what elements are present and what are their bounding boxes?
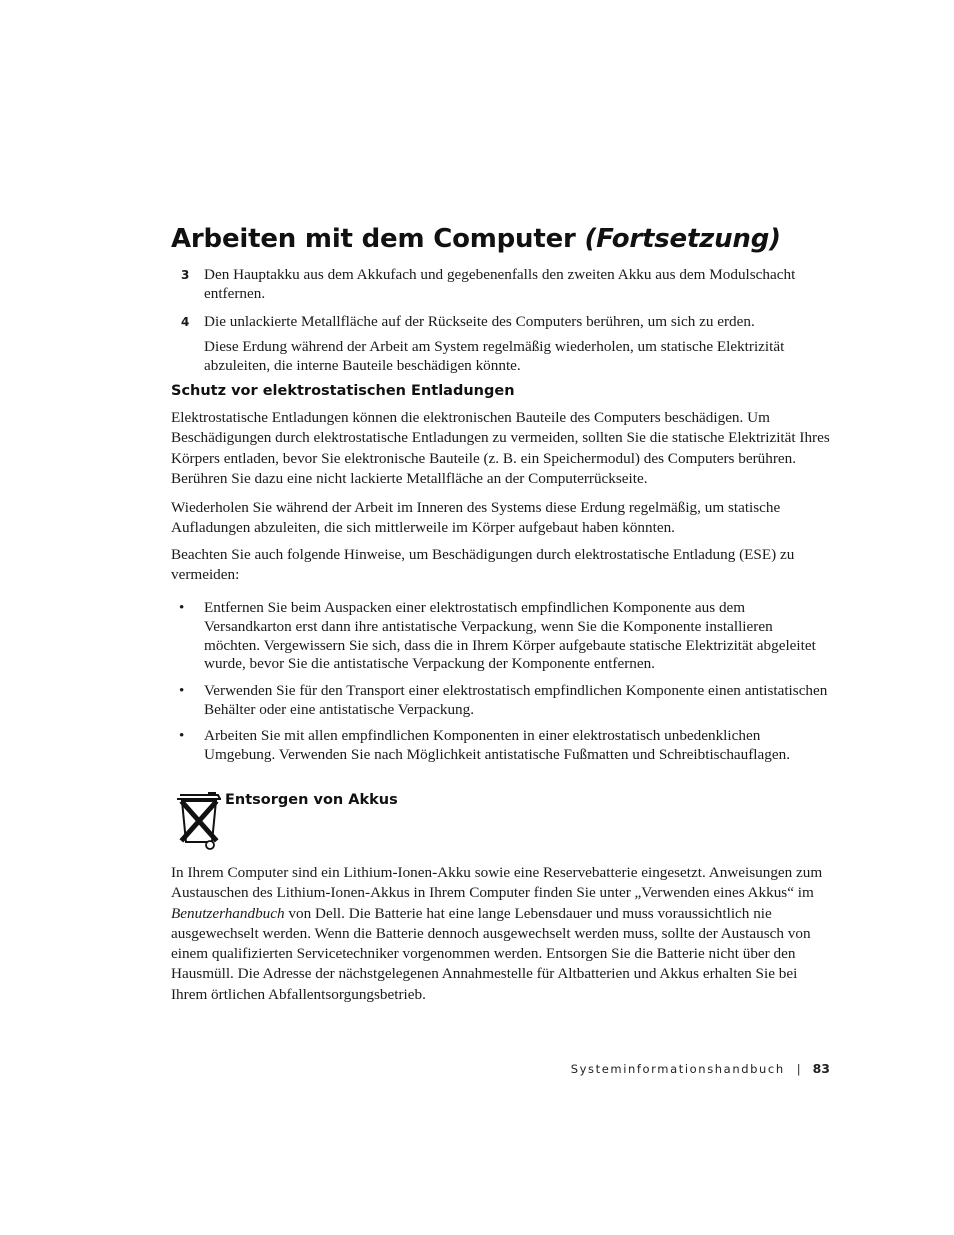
step-4 xyxy=(171,312,831,331)
battery-text-before: In Ihrem Computer sind ein Lithium-Ionen-Akku sowie eine Reservebatterie eingesetzt. Anweisungen zum Austauschen des Lithium-Ionen-Akkus in Ihrem Computer finden Sie unter „Verwenden eines Akkus“ im xyxy=(171,864,823,902)
esd-paragraph-1: Elektrostatische Entladungen können die elektronischen Bauteile des Computers beschädigen. Um Beschädigungen durch elektrostatische Entladungen zu vermeiden, sollten Sie die statische Elektrizität Ihres Körpers entladen, bevor Sie elektronische Bauteile (z. B. ein Speichermodul) des Computers berühren. Berühren Sie dazu eine nicht lackierte Metallfläche an der Computerrückseite. xyxy=(171,409,830,487)
step-4-note: Diese Erdung während der Arbeit am System regelmäßig wiederholen, um statische Elektrizität abzuleiten, die interne Bauteile beschädigen könnte. xyxy=(204,338,785,374)
document-name: Systeminformationshandbuch xyxy=(570,1062,785,1076)
page-title xyxy=(171,222,781,256)
esd-bullet-3 xyxy=(171,727,831,765)
step-text: Die unlackierte Metallfläche auf der Rückseite des Computers berühren, um sich zu erden. xyxy=(204,313,755,330)
page-footer xyxy=(571,1061,830,1076)
esd-paragraph-2: Wiederholen Sie während der Arbeit im Inneren des Systems diese Erdung regelmäßig, um statische Aufladungen abzuleiten, die sich mittlerweile im Körper aufgebaut haben könnten. xyxy=(171,499,781,537)
esd-paragraph-3: Beachten Sie auch folgende Hinweise, um Beschädigungen durch elektrostatische Entladung (ESE) zu vermeiden: xyxy=(171,546,795,584)
bullet-text: Entfernen Sie beim Auspacken einer elektrostatisch empfindlichen Komponente aus dem Versandkarton erst dann ihre antistatische Verpackung, wenn Sie die Komponente installieren möchten. Vergewissern Sie sich, dass die in Ihrem Körper aufgebaute statische Elektrizität abgeleitet wurde, bevor Sie die antistatische Verpackung der Komponente entfernen. xyxy=(204,599,816,673)
footer-separator: | xyxy=(796,1062,801,1076)
step-number: 4 xyxy=(181,315,190,329)
step-number: 3 xyxy=(181,268,190,282)
battery-text-after: von Dell. Die Batterie hat eine lange Lebensdauer und muss voraussichtlich nie ausgewechselt werden. Wenn die Batterie dennoch ausgewechselt werden muss, sollte der Austausch von einem qualifizierten Servicetechniker vorgenommen werden. Entsorgen Sie die Batterie nicht über den Hausmüll. Die Adresse der nächstgelegenen Annahmestelle für Altbatterien und Akkus erhalten Sie bei Ihrem örtlichen Abfallentsorgungsbetrieb. xyxy=(171,904,811,1003)
page-title-continued: (Fortsetzung) xyxy=(584,224,781,254)
step-text: Den Hauptakku aus dem Akkufach und gegebenenfalls den zweiten Akku aus dem Modulschacht entfernen. xyxy=(204,266,796,302)
step-3 xyxy=(171,265,831,303)
esd-bullet-2 xyxy=(171,682,831,720)
battery-heading: Entsorgen von Akkus xyxy=(225,792,398,808)
esd-bullet-1 xyxy=(171,599,831,674)
bullet-text: Arbeiten Sie mit allen empfindlichen Komponenten in einer elektrostatisch unbedenklichen Umgebung. Verwenden Sie nach Möglichkeit antistatische Fußmatten und Schreibtischauflagen. xyxy=(204,727,790,763)
page-title-main: Arbeiten mit dem Computer xyxy=(171,224,576,254)
bullet-dot: • xyxy=(179,599,185,616)
bullet-dot: • xyxy=(179,727,185,744)
bullet-text: Verwenden Sie für den Transport einer elektrostatisch empfindlichen Komponente einen antistatischen Behälter oder eine antistatische Verpackung. xyxy=(204,682,828,718)
battery-paragraph xyxy=(171,863,831,1005)
manual-title: Benutzerhandbuch xyxy=(171,904,285,922)
bullet-dot: • xyxy=(179,682,185,699)
esd-heading: Schutz vor elektrostatischen Entladungen xyxy=(171,383,515,399)
crossed-out-wheelie-bin-icon xyxy=(174,792,224,852)
page-number: 83 xyxy=(812,1061,830,1076)
